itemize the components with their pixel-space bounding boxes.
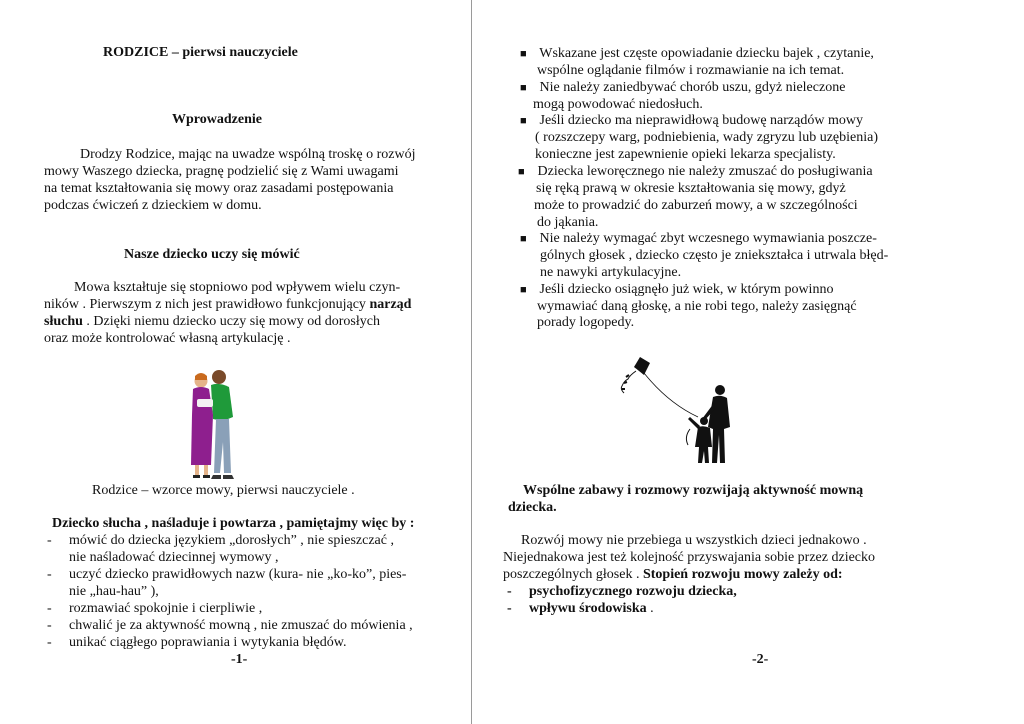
parents-illustration <box>183 367 245 481</box>
intro-line: mowy Waszego dziecka, pragnę podzielić się z Wami uwagami <box>44 164 399 179</box>
bullet-continuation: do jąkania. <box>537 215 599 230</box>
list-heading: Dziecko słucha , naśladuje i powtarza , pamiętajmy więc by : <box>52 516 415 531</box>
page-title: RODZICE – pierwsi nauczyciele <box>103 45 298 60</box>
emphasis-sluchu: słuchu <box>44 314 83 329</box>
bullet-continuation: może to prowadzić do zaburzeń mowy, a w szczególności <box>534 198 858 213</box>
bullet-icon: ■ <box>518 166 525 178</box>
development-paragraph-line: Niejednakowa jest też kolejność przyswajania sobie przez dziecko <box>503 550 876 565</box>
bullet-continuation: gólnych głosek , dziecko często je zniekształca i utrwala błęd- <box>540 248 889 263</box>
list-item: - rozmawiać spokojnie i cierpliwie , <box>47 601 263 616</box>
list-item: - mówić do dziecka językiem „dorosłych” , nie spieszczać , <box>47 533 394 548</box>
bullet-continuation: wspólne oglądanie filmów i rozmawianie na ich temat. <box>537 63 845 78</box>
kite-illustration <box>618 353 744 469</box>
bullet-continuation: konieczne jest zapewnienie opieki lekarza specjalisty. <box>535 147 836 162</box>
play-heading: Wspólne zabawy i rozmowy rozwijają aktywność mowną <box>523 483 864 498</box>
bullet-continuation: ne nawyki artykulacyjne. <box>540 265 682 280</box>
bullet-continuation: się ręką prawą w okresie kształtowania się mowy, gdyż <box>536 181 846 196</box>
section-heading: Nasze dziecko uczy się mówić <box>124 247 300 262</box>
intro-heading: Wprowadzenie <box>172 112 262 127</box>
list-item: - unikać ciągłego poprawiania i wytykania błędów. <box>47 635 347 650</box>
list-item-continuation: nie „hau-hau” ), <box>69 584 159 599</box>
bullet-item: ■ Jeśli dziecko osiągnęło już wiek, w którym powinno <box>520 282 834 297</box>
page-number-left: -1- <box>231 652 248 667</box>
bullet-continuation: mogą powodować niedosłuch. <box>533 97 703 112</box>
bullet-continuation: porady logopedy. <box>537 315 635 330</box>
bullet-continuation: ( rozszczepy warg, podniebienia, wady zgryzu lub uzębienia) <box>535 130 878 145</box>
intro-line: na temat kształtowania się mowy oraz zasadami postępowania <box>44 181 394 196</box>
speech-paragraph-line: Mowa kształtuje się stopniowo pod wpływem wielu czyn- <box>74 280 401 295</box>
bullet-item: ■ Jeśli dziecko ma nieprawidłową budowę narządów mowy <box>520 113 863 128</box>
emphasis-narzad: narząd <box>369 297 412 312</box>
illustration-caption: Rodzice – wzorce mowy, pierwsi nauczyciele . <box>92 483 355 498</box>
bullet-item: ■ Nie należy zaniedbywać chorób uszu, gdyż nieleczone <box>520 80 846 95</box>
list-item-continuation: nie naśladować dziecinnej wymowy , <box>69 550 279 565</box>
speech-paragraph-line: oraz może kontrolować własną artykulację . <box>44 331 291 346</box>
intro-line: Drodzy Rodzice, mając na uwadze wspólną troskę o rozwój <box>80 147 416 162</box>
bullet-icon: ■ <box>520 233 527 245</box>
speech-paragraph-line: słuchu . Dzięki niemu dziecko uczy się mowy od dorosłych <box>44 314 380 329</box>
bullet-icon: ■ <box>520 82 527 94</box>
intro-line: podczas ćwiczeń z dzieckiem w domu. <box>44 198 262 213</box>
play-heading-continuation: dziecka. <box>508 500 557 515</box>
bullet-item: ■ Nie należy wymagać zbyt wczesnego wymawiania poszcze- <box>520 231 877 246</box>
bullet-icon: ■ <box>520 48 527 60</box>
development-paragraph-line: Rozwój mowy nie przebiega u wszystkich dzieci jednakowo . <box>521 533 867 548</box>
list-item: - chwalić je za aktywność mowną , nie zmuszać do mówienia , <box>47 618 413 633</box>
bullet-continuation: wymawiać daną głoskę, a nie robi tego, należy zasięgnąć <box>537 299 857 314</box>
development-paragraph-line: poszczególnych głosek . Stopień rozwoju mowy zależy od: <box>503 567 843 582</box>
bullet-item: ■ Wskazane jest częste opowiadanie dziecku bajek , czytanie, <box>520 46 874 61</box>
bullet-icon: ■ <box>520 115 527 127</box>
page-number-right: -2- <box>752 652 769 667</box>
bullet-item: ■ Dziecka leworęcznego nie należy zmuszać do posługiwania <box>518 164 873 179</box>
factor-item: - psychofizycznego rozwoju dziecka, <box>507 584 737 599</box>
bullet-icon: ■ <box>520 284 527 296</box>
factor-item: - wpływu środowiska . <box>507 601 654 616</box>
speech-paragraph-line: ników . Pierwszym z nich jest prawidłowo funkcjonujący narząd <box>44 297 412 312</box>
list-item: - uczyć dziecko prawidłowych nazw (kura- nie „ko-ko”, pies- <box>47 567 407 582</box>
page-divider <box>471 0 472 724</box>
